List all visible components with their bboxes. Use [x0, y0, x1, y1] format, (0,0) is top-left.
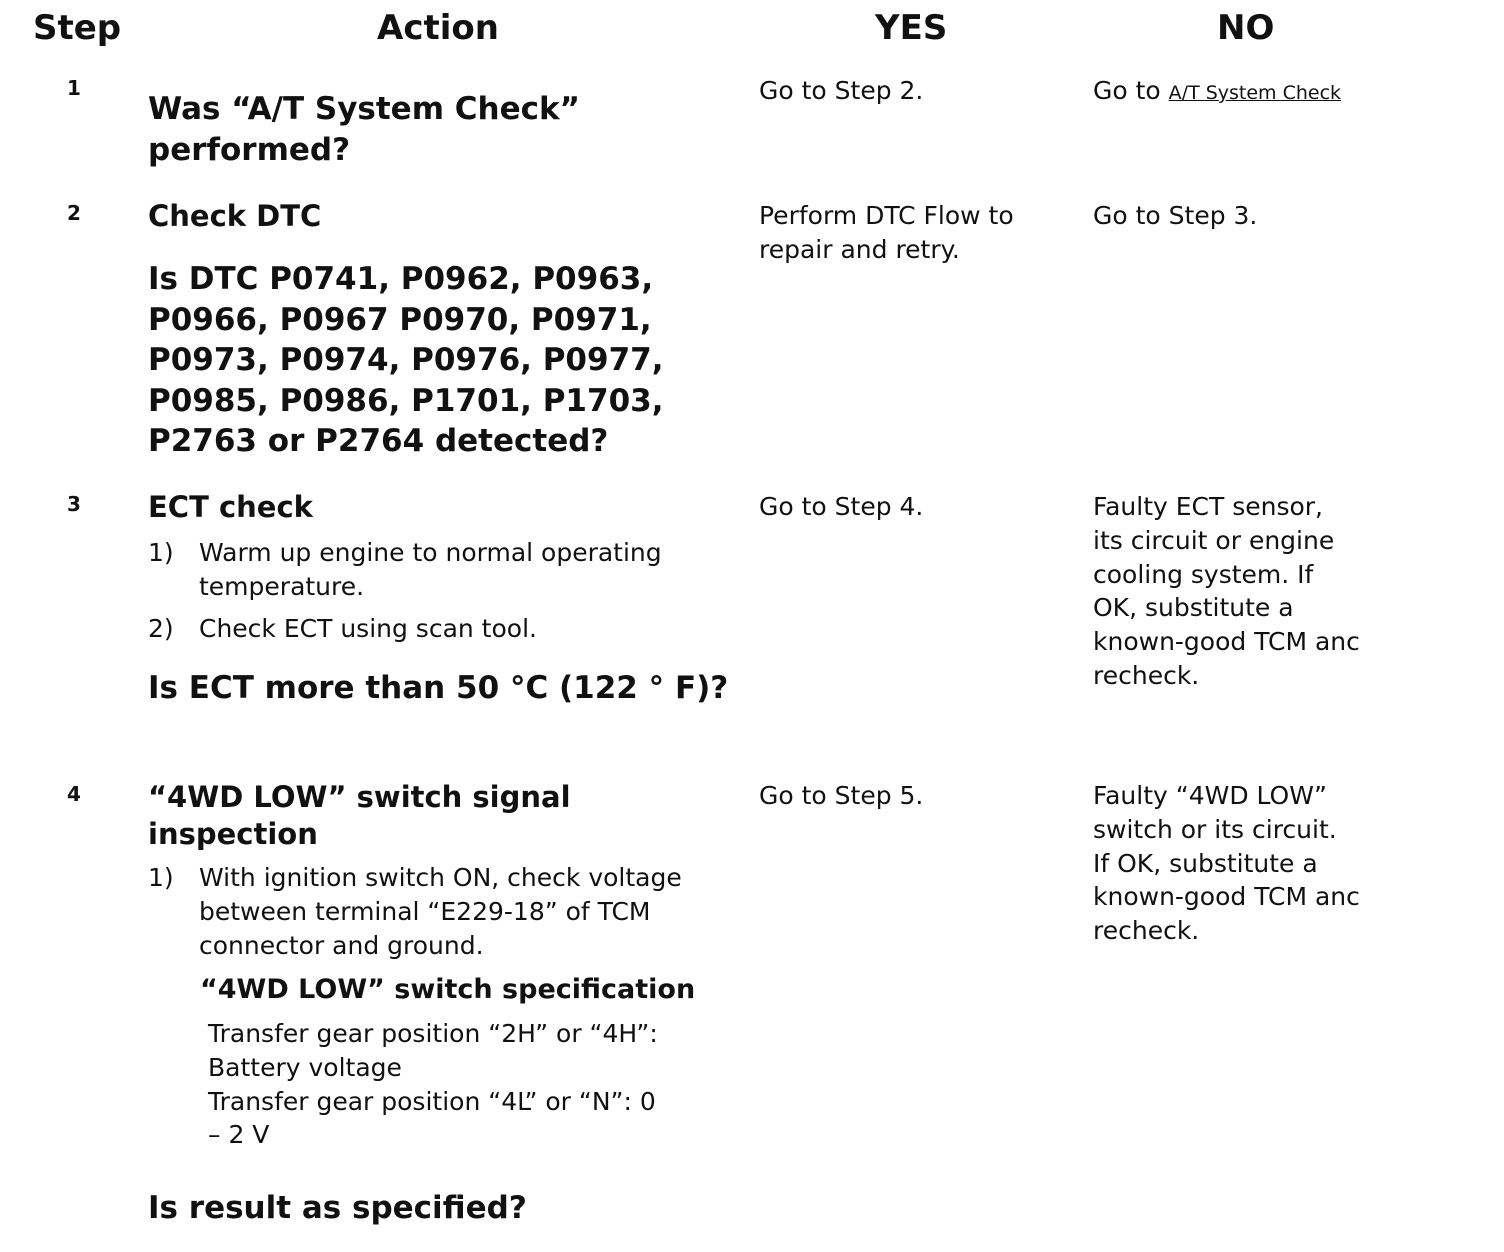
step-3-no [1093, 490, 1503, 693]
step-4-no-line: If OK, substitute a [1093, 848, 1318, 878]
step-3-item-2-number: 2) [148, 614, 174, 643]
step-2-number: 2 [67, 201, 81, 225]
step-3-title: ECT check [148, 490, 313, 524]
step-4-question: Is result as specified? [148, 1190, 527, 1226]
step-4-number: 4 [67, 782, 81, 806]
spec-line: – 2 V [208, 1120, 270, 1150]
step-3-no-line: known-good TCM anc [1093, 627, 1360, 657]
step-1-no [1093, 74, 1503, 111]
at-system-check-link[interactable]: A/T System Check [1168, 82, 1342, 104]
step-4-no-line: recheck. [1093, 916, 1200, 946]
spec-line: Transfer gear position “4L” or “N”: 0 [208, 1086, 656, 1116]
step-4-item-1-number: 1) [148, 863, 174, 892]
header-action: Action [377, 8, 499, 48]
step-3-no-line: cooling system. If [1093, 559, 1314, 589]
step-3-item-1-text: Warm up engine to normal operating temperature. [199, 538, 662, 601]
step-4-yes: Go to Step 5. [759, 781, 924, 810]
step-3-number: 3 [67, 492, 81, 516]
step-1-no-prefix: Go to [1093, 76, 1169, 105]
step-3-no-line: OK, substitute a [1093, 593, 1294, 623]
step-4-no-line: switch or its circuit. [1093, 814, 1337, 844]
spec-values [208, 1017, 738, 1152]
header-step: Step [33, 8, 122, 48]
step-3-item-2 [148, 612, 728, 646]
step-3-item-2-text: Check ECT using scan tool. [199, 614, 537, 643]
header-no: NO [1217, 8, 1275, 48]
step-1-yes: Go to Step 2. [759, 76, 924, 105]
step-4-item-1-text: With ignition switch ON, check voltage between terminal “E229-18” of TCM connector and ground. [199, 863, 682, 960]
step-4-no-line: known-good TCM anc [1093, 882, 1360, 912]
step-2-yes: Perform DTC Flow to repair and retry. [759, 201, 1014, 264]
step-4-no [1093, 779, 1503, 948]
step-3-item-1 [148, 536, 728, 604]
step-3-no-line: its circuit or engine [1093, 525, 1335, 555]
step-2-no: Go to Step 3. [1093, 201, 1258, 230]
step-3-no-line: recheck. [1093, 660, 1200, 690]
step-1-question: Was “A/T System Check” performed? [148, 91, 581, 168]
step-4-title: “4WD LOW” switch signal inspection [148, 780, 571, 851]
spec-line: Battery voltage [208, 1052, 402, 1082]
spec-line: Transfer gear position “2H” or “4H”: [208, 1019, 658, 1048]
step-3-question: Is ECT more than 50 °C (122 ° F)? [148, 670, 729, 706]
step-2-title: Check DTC [148, 199, 322, 233]
step-4-item-1 [148, 861, 728, 962]
spec-title: “4WD LOW” switch specification [200, 974, 696, 1005]
step-1-number: 1 [67, 76, 81, 100]
step-4-no-line: Faulty “4WD LOW” [1093, 781, 1327, 810]
header-yes: YES [875, 8, 948, 48]
step-3-no-line: Faulty ECT sensor, [1093, 492, 1324, 521]
step-2-question: Is DTC P0741, P0962, P0963, P0966, P0967 P0970, P0971, P0973, P0974, P0976, P0977, P0985, P0986, P1701, P1703, P2763 or P2764 detected? [148, 261, 664, 459]
step-3-item-1-number: 1) [148, 538, 174, 567]
step-3-yes: Go to Step 4. [759, 492, 924, 521]
